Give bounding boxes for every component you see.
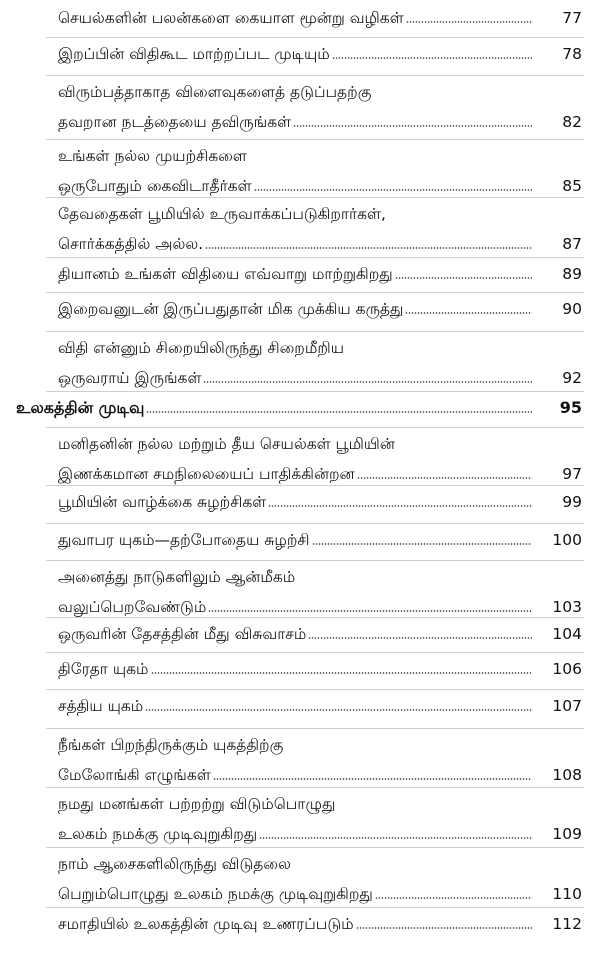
toc-entry-title-text: சமாதியில் உலகத்தின் முடிவு உணரப்படும் [58, 915, 354, 933]
toc-entry-title-line [58, 42, 540, 66]
toc-entry-title-text: தவறான நடத்தையை தவிருங்கள் [58, 113, 292, 131]
toc-entry-title-line [58, 792, 335, 816]
entry-divider [46, 787, 584, 788]
toc-entry-title-line [58, 694, 540, 718]
dot-leader [268, 504, 532, 508]
toc-entry-title-line [58, 490, 540, 514]
dot-leader [375, 896, 532, 900]
toc-page-number: 112 [552, 915, 582, 933]
toc-entry-title-line [58, 366, 540, 390]
toc-entry-title-text: உலகத்தின் முடிவு [16, 398, 145, 417]
entry-divider [46, 652, 584, 653]
toc-entry-title-text: உலகம் நமக்கு முடிவுறுகிறது [58, 825, 258, 843]
entry-divider [46, 197, 584, 198]
toc-entry-title-text: விரும்பத்தாகாத விளைவுகளைத் தடுப்பதற்கு [58, 83, 372, 101]
dot-leader [259, 836, 532, 840]
toc-page-number: 108 [552, 766, 582, 784]
dot-leader [205, 246, 532, 250]
entry-divider [46, 427, 584, 428]
entry-divider [46, 847, 584, 848]
toc-page-number: 109 [552, 825, 582, 843]
toc-entry-title-text: இறப்பின் விதிகூட மாற்றப்பட முடியும் [58, 45, 330, 63]
dot-leader [208, 609, 532, 613]
toc-entry-title-line [58, 657, 540, 681]
toc-entry-title-text: இறைவனுடன் இருப்பதுதான் மிக முக்கிய கருத்து [58, 300, 404, 318]
entry-divider [46, 257, 584, 258]
dot-leader [405, 311, 532, 315]
entry-divider [46, 907, 584, 908]
entry-divider [46, 292, 584, 293]
toc-entry-title-text: நமது மனங்கள் பற்றற்று விடும்பொழுது [58, 795, 336, 813]
toc-entry-title-line [58, 822, 540, 846]
toc-entry-title-text: சத்திய யுகம் [58, 697, 144, 715]
toc-page-number: 97 [562, 465, 582, 483]
toc-page-number: 110 [552, 885, 582, 903]
toc-entry-title-line [16, 396, 540, 420]
toc-page-number: 104 [552, 625, 582, 643]
toc-entry-title-text: ஒருபோதும் கைவிடாதீர்கள் [58, 177, 252, 195]
toc-entry-title-line [58, 462, 540, 486]
dot-leader [406, 20, 532, 24]
entry-divider [46, 331, 584, 332]
toc-entry-title-line [58, 912, 540, 936]
toc-entry-title-text: தியானம் உங்கள் விதியை எவ்வாறு மாற்றுகிறது [58, 265, 393, 283]
toc-page-number: 92 [562, 369, 582, 387]
entry-divider [46, 139, 584, 140]
toc-entry-title-text: அனைத்து நாடுகளிலும் ஆன்மீகம் [58, 568, 296, 586]
entry-divider [46, 75, 584, 76]
toc-entry-title-line [58, 882, 540, 906]
toc-page-number: 95 [559, 398, 582, 417]
dot-leader [146, 410, 532, 414]
toc-entry-title-text: பெறும்பொழுது உலகம் நமக்கு முடிவுறுகிறது [58, 885, 373, 903]
toc-entry-title-line [58, 202, 386, 226]
toc-entry-title-line [58, 565, 295, 589]
entry-divider [46, 617, 584, 618]
toc-entry-title-text: சொர்க்கத்தில் அல்ல. [58, 235, 204, 253]
entry-divider [46, 485, 584, 486]
dot-leader [293, 124, 532, 128]
dot-leader [308, 636, 532, 640]
dot-leader [213, 777, 532, 781]
dot-leader [357, 476, 532, 480]
toc-entry-title-text: ஒருவராய் இருங்கள் [58, 369, 202, 387]
toc-entry-title-text: வலுப்பெறவேண்டும் [58, 598, 207, 616]
toc-page-number: 82 [562, 113, 582, 131]
toc-page-number: 87 [562, 235, 582, 253]
toc-entry-title-line [58, 432, 395, 456]
entry-divider [46, 523, 584, 524]
toc-entry-title-line [58, 6, 540, 30]
toc-page-number: 85 [562, 177, 582, 195]
entry-divider [46, 37, 584, 38]
entry-divider [46, 728, 584, 729]
dot-leader [312, 542, 532, 546]
dot-leader [203, 380, 532, 384]
dot-leader [145, 708, 532, 712]
toc-entry-title-line [58, 262, 540, 286]
toc-entry-title-line [58, 174, 540, 198]
entry-divider [46, 689, 584, 690]
entry-divider [46, 391, 584, 392]
toc-entry-title-text: செயல்களின் பலன்களை கையாள மூன்று வழிகள் [58, 9, 404, 27]
toc-entry-title-text: திரேதா யுகம் [58, 660, 149, 678]
toc-entry-title-line [58, 297, 540, 321]
toc-entry-title-line [58, 232, 540, 256]
toc-page-number: 78 [562, 45, 582, 63]
toc-page-number: 103 [552, 598, 582, 616]
toc-entry-title-text: மேலோங்கி எழுங்கள் [58, 766, 211, 784]
toc-page-number: 77 [562, 9, 582, 27]
toc-entry-title-line [58, 763, 540, 787]
toc-entry-title-line [58, 336, 344, 360]
toc-entry-title-line [58, 595, 540, 619]
toc-entry-title-text: மனிதனின் நல்ல மற்றும் தீய செயல்கள் பூமியின் [58, 435, 395, 453]
toc-entry-title-text: ஒருவரின் தேசத்தின் மீது விசுவாசம் [58, 625, 307, 643]
toc-entry-title-text: துவாபர யுகம்—தற்போதைய சுழற்சி [58, 531, 310, 549]
toc-entry-title-text: பூமியின் வாழ்க்கை சுழற்சிகள் [58, 493, 267, 511]
toc-page-number: 107 [552, 697, 582, 715]
toc-entry-title-line [58, 528, 540, 552]
toc-page-number: 106 [552, 660, 582, 678]
toc-entry-title-text: உங்கள் நல்ல முயற்சிகளை [58, 147, 247, 165]
toc-entry-title-text: தேவதைகள் பூமியில் உருவாக்கப்படுகிறார்கள், [58, 205, 386, 223]
toc-entry-title-line [58, 80, 371, 104]
toc-entry-title-text: நாம் ஆசைகளிலிருந்து விடுதலை [58, 855, 291, 873]
entry-divider [46, 560, 584, 561]
toc-entry-title-text: இணக்கமான சமநிலையைப் பாதிக்கின்றன [58, 465, 355, 483]
dot-leader [151, 671, 532, 675]
toc-entry-title-line [58, 110, 540, 134]
toc-page-number: 89 [562, 265, 582, 283]
toc-entry-title-text: நீங்கள் பிறந்திருக்கும் யுகத்திற்கு [58, 736, 284, 754]
toc-page-number: 90 [562, 300, 582, 318]
toc-entry-title-line [58, 852, 291, 876]
toc-page-number: 99 [562, 493, 582, 511]
dot-leader [254, 188, 532, 192]
dot-leader [332, 56, 532, 60]
toc-entry-title-text: விதி என்னும் சிறையிலிருந்து சிறைமீறிய [58, 339, 345, 357]
dot-leader [356, 926, 532, 930]
toc-page-number: 100 [552, 531, 582, 549]
dot-leader [395, 276, 532, 280]
toc-entry-title-line [58, 733, 283, 757]
toc-entry-title-line [58, 622, 540, 646]
toc-entry-title-line [58, 144, 247, 168]
